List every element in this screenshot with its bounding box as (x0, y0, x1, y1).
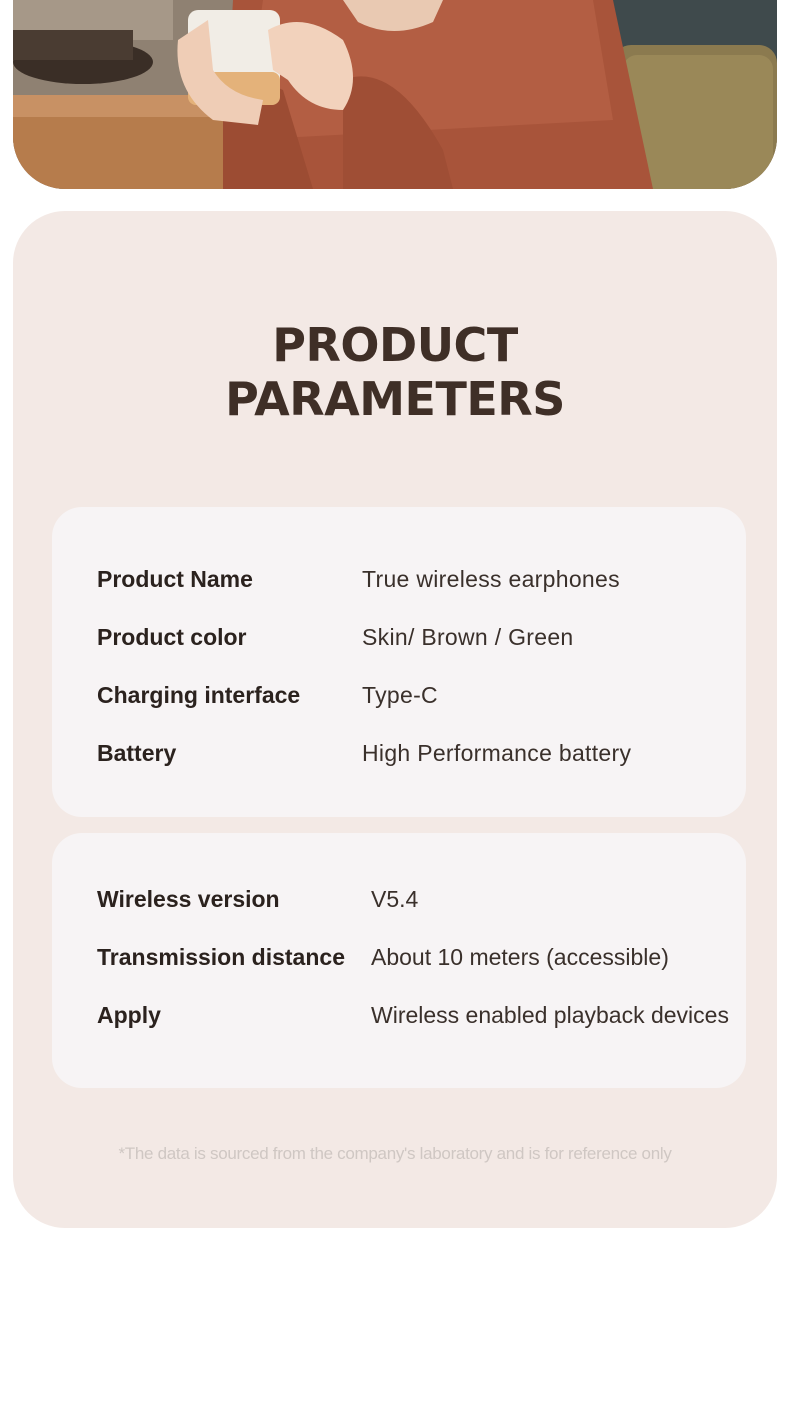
spec-label: Battery (97, 740, 177, 766)
spec-row-product-color (97, 622, 737, 652)
spec-label: Transmission distance (97, 944, 345, 970)
spec-row-apply (97, 1000, 737, 1030)
page-title (0, 318, 790, 426)
spec-label: Product Name (97, 566, 253, 592)
specs-card-primary (52, 507, 746, 817)
spec-row-battery (97, 738, 737, 768)
disclaimer-footnote: *The data is sourced from the company's laboratory and is for reference only (118, 1144, 672, 1163)
specs-card-secondary (52, 833, 746, 1088)
spec-row-charging-interface (97, 680, 737, 710)
spec-label: Charging interface (97, 682, 301, 708)
spec-label: Wireless version (97, 886, 280, 912)
spec-row-product-name (97, 564, 737, 594)
spec-value: High Performance battery (362, 740, 632, 766)
hero-photo (13, 0, 777, 189)
spec-value: True wireless earphones (362, 566, 620, 592)
title-line-2: PARAMETERS (225, 372, 565, 426)
spec-label: Apply (97, 1002, 161, 1028)
spec-value: About 10 meters (accessible) (371, 944, 669, 970)
person-holding-mug-icon (13, 0, 777, 189)
spec-value: V5.4 (371, 886, 419, 912)
spec-row-wireless-version (97, 884, 737, 914)
spec-value: Type-C (362, 682, 438, 708)
spec-row-transmission-distance (97, 942, 737, 972)
spec-label: Product color (97, 624, 247, 650)
title-line-1: PRODUCT (272, 318, 518, 372)
spec-value: Skin/ Brown / Green (362, 624, 574, 650)
spec-value: Wireless enabled playback devices (371, 1002, 729, 1028)
